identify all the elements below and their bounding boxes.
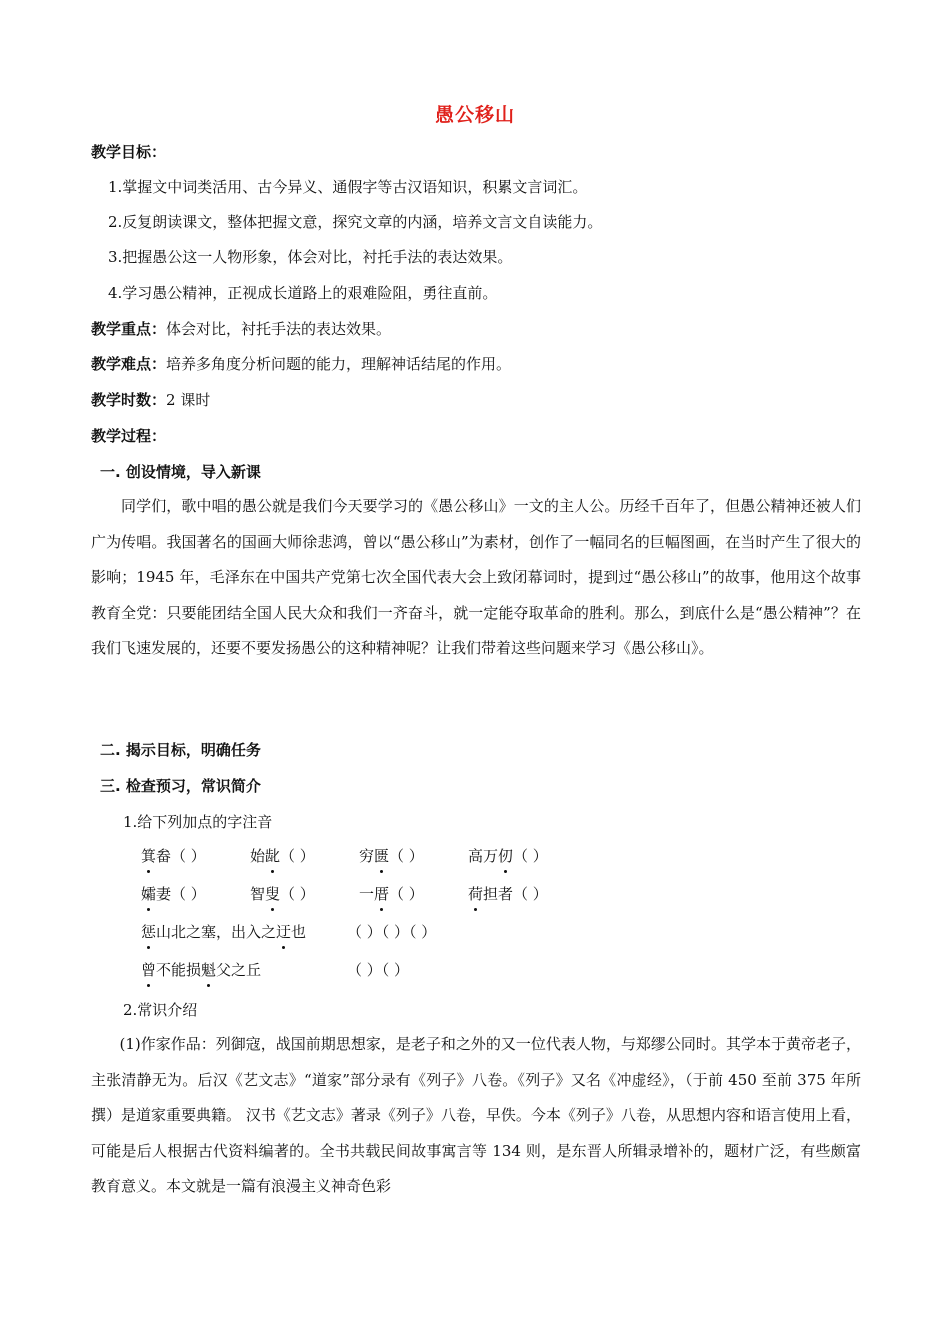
pinyin-exercise-heading: 1.给下列加点的字注音 <box>123 813 273 831</box>
pinyin-sentence: 惩山北之塞，出入之迂也 <box>141 923 307 941</box>
section-2-heading: 二. 揭示目标，明确任务 <box>100 741 261 759</box>
key-point-text: 体会对比，衬托手法的表达效果。 <box>166 320 392 338</box>
pinyin-item: 高万仞（ ） <box>468 847 548 865</box>
objectives-heading: 教学目标： <box>91 143 167 161</box>
section-1-heading: 一. 创设情境，导入新课 <box>100 463 261 481</box>
objective-item-1: 1.掌握文中词类活用、古今异义、通假字等古汉语知识，积累文言词汇。 <box>108 178 588 196</box>
pinyin-item: 始龀（ ） <box>250 847 315 865</box>
pinyin-item: 荷担者（ ） <box>468 885 548 903</box>
difficulty-text: 培养多角度分析问题的能力，理解神话结尾的作用。 <box>166 355 512 373</box>
difficulty-line <box>91 353 511 375</box>
pinyin-blanks: （ ）（ ） <box>347 961 410 979</box>
key-point-label: 教学重点： <box>91 320 167 338</box>
pinyin-item: 智叟（ ） <box>250 885 315 903</box>
pinyin-item: 孀妻（ ） <box>141 885 206 903</box>
pinyin-item: 箕畚（ ） <box>141 847 206 865</box>
process-heading: 教学过程： <box>91 427 167 445</box>
knowledge-paragraph: (1)作家作品：列御寇，战国前期思想家，是老子和之外的又一位代表人物，与郑缪公同时。其学本于黄帝老子，主张清静无为。后汉《艺文志》“道家”部分录有《列子》八卷。《列子》又名《冲虚经》，（于前 450 至前 375 年所撰）是道家重要典籍。 汉书《艺文志》著录《列子》八卷，早佚。今本《列子》八卷，从思想内容和语言使用上看，可能是后人根据古代资料编著的。全书共载民间故事寓言等 134 则，是东晋人所辑录增补的，题材广泛，有些颇富教育意义。本文就是一篇有浪漫主义神奇色彩 <box>91 1035 861 1196</box>
pinyin-blanks: （ ）（ ）（ ） <box>347 923 437 941</box>
objective-item-4: 4.学习愚公精神，正视成长道路上的艰难险阻，勇往直前。 <box>108 284 498 302</box>
pinyin-item: 穷匮（ ） <box>359 847 424 865</box>
section-3-heading: 三. 检查预习，常识简介 <box>100 777 261 795</box>
difficulty-label: 教学难点： <box>91 355 167 373</box>
hours-label: 教学时数： <box>91 391 167 409</box>
objective-item-3: 3.把握愚公这一人物形象，体会对比，衬托手法的表达效果。 <box>108 248 513 266</box>
page-title: 愚公移山 <box>434 104 515 126</box>
knowledge-heading: 2.常识介绍 <box>123 1001 198 1019</box>
objective-item-2: 2.反复朗读课文，整体把握文意，探究文章的内涵，培养文言文自读能力。 <box>108 213 603 231</box>
section-1-paragraph: 同学们，歌中唱的愚公就是我们今天要学习的《愚公移山》一文的主人公。历经千百年了，但愚公精神还被人们广为传唱。我国著名的国画大师徐悲鸿，曾以“愚公移山”为素材，创作了一幅同名的巨幅图画，在当时产生了很大的影响；1945 年，毛泽东在中国共产党第七次全国代表大会上致闭幕词时，提到过“愚公移山”的故事，他用这个故事教育全党：只要能团结全国人民大众和我们一齐奋斗，就一定能夺取革命的胜利。那么，到底什么是“愚公精神”？在我们飞速发展的，还要不要发扬愚公的这种精神呢？让我们带着这些问题来学习《愚公移山》。 <box>91 497 861 658</box>
hours-line <box>91 389 210 411</box>
key-point-line <box>91 318 391 340</box>
pinyin-item: 一厝（ ） <box>359 885 424 903</box>
pinyin-sentence: 曾不能损魁父之丘 <box>141 961 262 979</box>
hours-text: 2 课时 <box>166 391 211 409</box>
